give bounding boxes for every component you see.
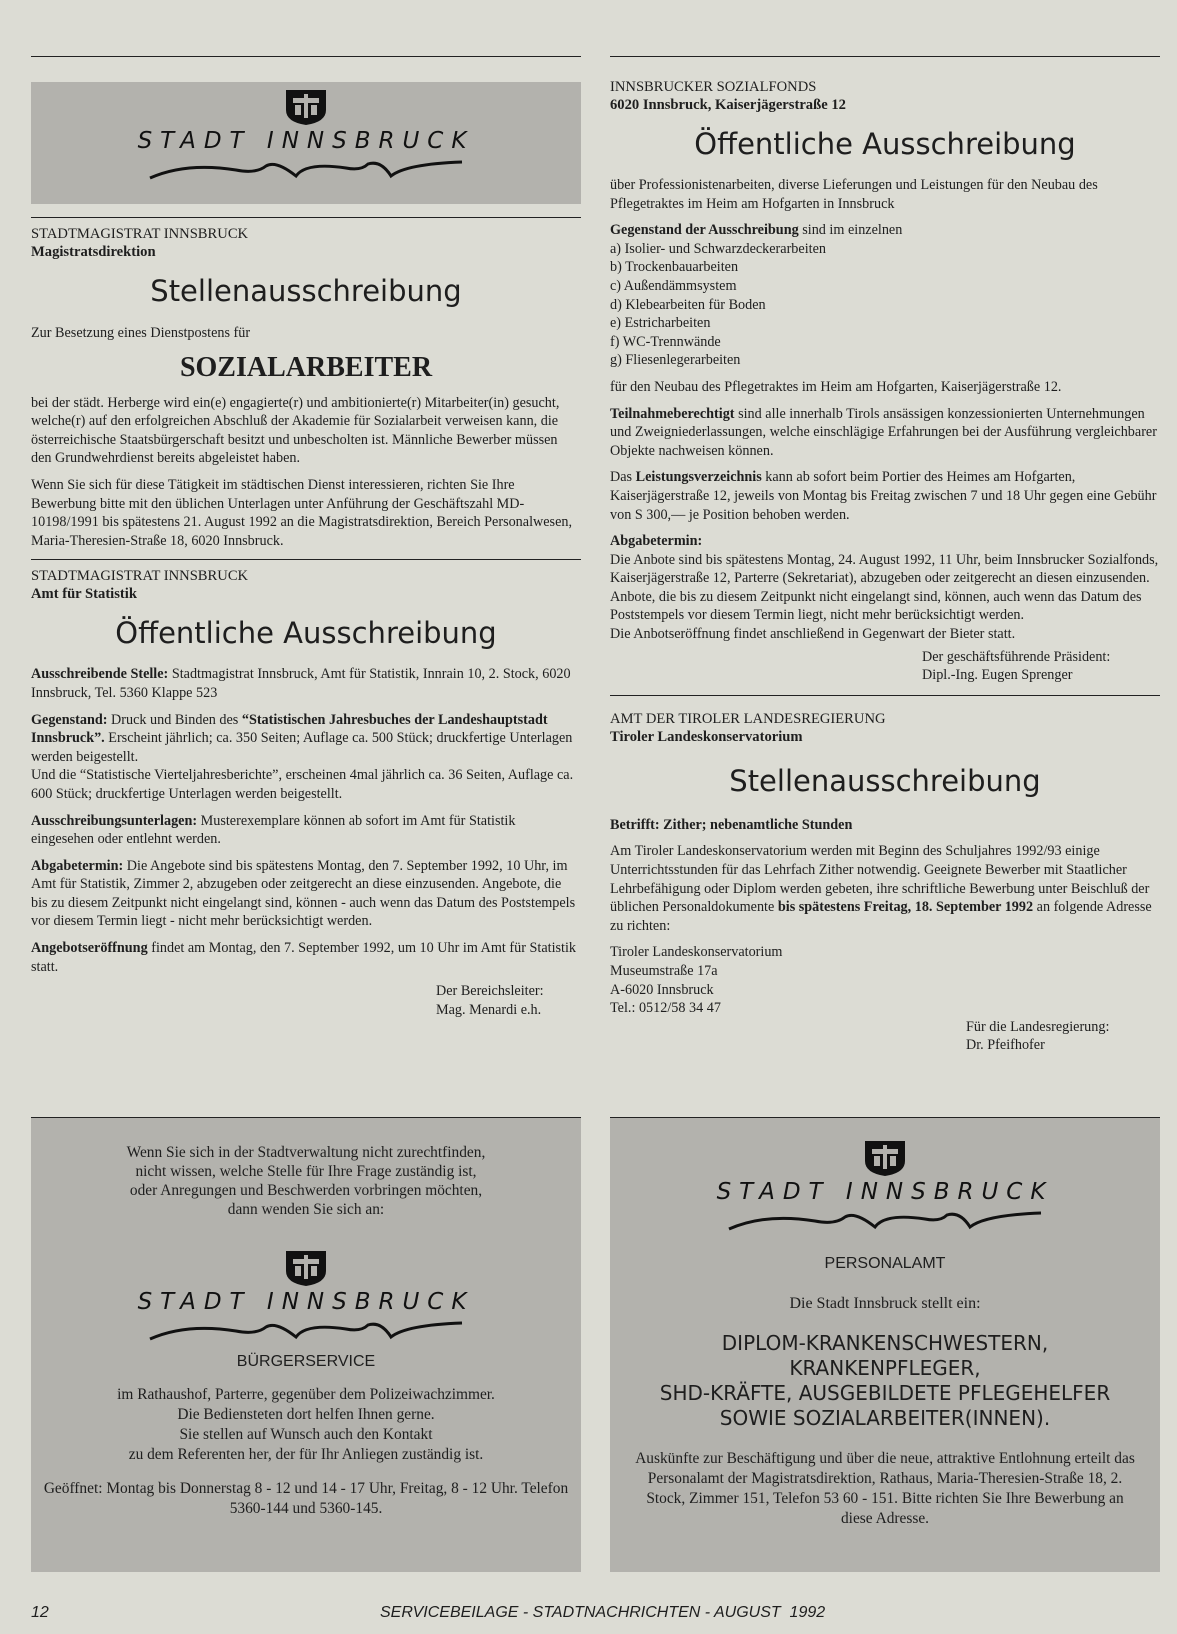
intro-line: Wenn Sie sich in der Stadtverwaltung nicht zurechtfinden, <box>126 1144 486 1161</box>
list-item: a) Isolier- und Schwarzdeckerarbeiten <box>610 240 826 257</box>
section-rule <box>31 217 581 218</box>
tender-subject <box>31 711 581 767</box>
left-column <box>31 56 581 1019</box>
tender-heading: Öffentliche Ausschreibung <box>694 127 1076 161</box>
tender-items-label: Gegenstand der Ausschreibung <box>610 222 799 239</box>
tender-subject-bold: “Statistischen Jahresbuches der Landeshauptstadt Innsbruck”. <box>31 711 548 747</box>
address-line: Tel.: 0512/58 34 47 <box>610 1000 721 1017</box>
tender-specification-label: Leistungsverzeichnis <box>635 469 762 486</box>
tender-items-intro <box>610 221 1160 240</box>
ad-paragraph-1 <box>610 842 1160 935</box>
signature-name: Mag. Menardi e.h. <box>436 1001 542 1018</box>
section-rule <box>31 559 581 560</box>
list-item: c) Außendämmsystem <box>610 277 737 294</box>
ad-header <box>610 710 1160 746</box>
tender-address: 6020 Innsbruck, Kaiserjägerstraße 12 <box>610 97 846 113</box>
tender-dept: Amt für Statistik <box>31 586 137 603</box>
tender-org: INNSBRUCKER SOZIALFONDS <box>610 79 817 95</box>
tender-issuer <box>31 665 581 702</box>
ad-dept: Tiroler Landeskonservatorium <box>610 728 803 745</box>
tender-after-items: für den Neubau des Pflegetraktes im Heim am Hofgarten, Kaiserjägerstraße 12. <box>610 378 1062 395</box>
bridge-swash-icon <box>725 1207 1045 1233</box>
city-crest-icon <box>284 1249 328 1287</box>
tender-participation-text: sind alle innerhalb Tirols ansässigen konzessionierten Unternehmungen und Zweigniederlassungen, welche einschlägige Erfahrungen bei der Ausführung vergleichbarer Objekte nachweisen können. <box>610 405 1157 459</box>
tender-items-suffix: sind im einzelnen <box>798 222 903 239</box>
signature-name: Dipl.-Ing. Eugen Sprenger <box>922 667 1073 684</box>
city-logo-title: STADT INNSBRUCK <box>137 1289 475 1315</box>
position-line: DIPLOM-KRANKENSCHWESTERN, <box>721 1331 1049 1355</box>
ad-subject-text: Betrifft: Zither; nebenamtliche Stunden <box>610 816 853 833</box>
tender-header <box>610 78 1160 114</box>
box-rule <box>31 1117 581 1118</box>
ad-heading: Stellenausschreibung <box>150 274 462 308</box>
ad-header <box>31 225 581 261</box>
list-item: b) Trockenbauarbeiten <box>610 259 739 276</box>
personalamt-box <box>610 1117 1160 1572</box>
city-logo <box>610 1139 1160 1233</box>
tender-specification <box>610 468 1160 524</box>
ad-signature <box>966 1018 1160 1055</box>
job-ad-zither <box>610 710 1160 1055</box>
city-crest-icon <box>284 88 328 126</box>
ad-paragraph-2: Wenn Sie sich für diese Tätigkeit im städtischen Dienst interessieren, richten Sie Ihre Bewerbung bitte mit den üblichen Unterlagen unter Anführung der Geschäftszahl MD-10198/1991 bis spätestens 21. August 1992 an die Magistratsdirektion, Bereich Personalwesen, Maria-Theresien-Straße 18, 6020 Innsbruck. <box>31 476 573 549</box>
intro-line: oder Anregungen und Beschwerden vorbringen möchten, <box>129 1182 483 1199</box>
city-logo-title: STADT INNSBRUCK <box>137 128 475 154</box>
signature-title: Der geschäftsführende Präsident: <box>922 648 1111 665</box>
ad-org: AMT DER TIROLER LANDESREGIERUNG <box>610 710 886 727</box>
bridge-swash-icon <box>146 1317 466 1343</box>
top-rule <box>610 56 1160 57</box>
tender-participation-label: Teilnahmeberechtigt <box>610 405 735 422</box>
footer-title: SERVICEBEILAGE - STADTNACHRICHTEN - AUGUST 1992 <box>380 1604 826 1621</box>
service-hours: Geöffnet: Montag bis Donnerstag 8 - 12 und 14 - 17 Uhr, Freitag, 8 - 12 Uhr. Telefon 5360-144 und 5360-145. <box>43 1480 569 1517</box>
ad-paragraph-text-2: an folgende Adresse zu richten: <box>610 899 1152 934</box>
positions-list <box>610 1331 1160 1431</box>
ad-org: STADTMAGISTRAT INNSBRUCK <box>31 226 249 242</box>
list-item: g) Fliesenlegerarbeiten <box>610 352 741 369</box>
position-line: SHD-KRÄFTE, AUSGEBILDETE PFLEGEHELFER <box>659 1381 1111 1405</box>
right-column <box>610 56 1160 1055</box>
tender-documents-label: Ausschreibungsunterlagen: <box>31 812 198 829</box>
box-intro: Die Stadt Innsbruck stellt ein: <box>789 1295 981 1312</box>
list-item: e) Estricharbeiten <box>610 315 711 332</box>
ad-address <box>610 943 1160 1017</box>
tender-heading: Öffentliche Ausschreibung <box>115 616 497 651</box>
tender-documents-text: Musterexemplare können ab sofort im Amt für Statistik eingesehen oder entlehnt werden. <box>31 812 516 848</box>
tender-subject-text-2: Erscheint jährlich; ca. 350 Seiten; Auflage ca. 500 Stück; druckfertige Unterlagen werden beigestellt. <box>31 730 573 765</box>
signature-name: Dr. Pfeifhofer <box>966 1037 1045 1054</box>
address-line: Tiroler Landeskonservatorium <box>610 944 783 961</box>
box-info: Auskünfte zur Beschäftigung und über die neue, attraktive Entlohnung erteilt das Personalamt der Magistratsdirektion, Rathaus, Maria-Theresien-Straße 18, 2. Stock, Zimmer 151, Telefon 53 60 - 151. Bitte richten Sie Ihre Bewerbung an diese Adresse. <box>635 1450 1135 1527</box>
department-title: PERSONALAMT <box>824 1255 946 1272</box>
city-logo <box>31 1249 581 1343</box>
location-line: im Rathaushof, Parterre, gegenüber dem Polizeiwachzimmer. <box>117 1386 495 1403</box>
tender-sozialfonds <box>610 78 1160 685</box>
tender-deadline <box>31 857 581 931</box>
tender-deadline-label <box>610 532 1160 551</box>
bridge-swash-icon <box>146 156 466 182</box>
section-rule <box>610 695 1160 696</box>
ad-deadline-bold: bis spätestens Freitag, 18. September 1992 <box>777 899 1034 916</box>
intro-line: nicht wissen, welche Stelle für Ihre Frage zuständig ist, <box>135 1163 477 1180</box>
tender-issuer-text: Stadtmagistrat Innsbruck, Amt für Statistik, Innrain 10, 2. Stock, 6020 Innsbruck, Tel. 5360 Klappe 523 <box>31 666 571 701</box>
city-logo <box>31 82 581 182</box>
page-number: 12 <box>31 1604 49 1621</box>
signature-title: Der Bereichsleiter: <box>436 983 544 1000</box>
tender-deadline-heading: Abgabetermin: <box>610 533 703 550</box>
tender-deadline-text: Die Angebote sind bis spätestens Montag, den 7. September 1992, 10 Uhr, im Amt für Statistik, Zimmer 2, abzugeben oder zeitgerecht an diese einzusenden. Angebote, die bis zu diesem Zeitpunkt nicht eingelangt sind, können - auch wenn das Datum des Poststempels vor diesem Termin liegt - nicht mehr berücksichtigt werden. <box>31 857 576 930</box>
ad-paragraph-1: bei der städt. Herberge wird ein(e) engagierte(r) und ambitionierte(r) Mitarbeiter(in) gesucht, welche(r) auf den erfolgreichen Abschluß der Akademie für Sozialarbeit verweisen kann, die österreichische Staatsbürgerschaft besitzt und unbescholten ist. Männliche Bewerber müssen den Grundwehrdienst bereits abgeleistet haben. <box>31 394 560 467</box>
ad-subject <box>610 816 1160 835</box>
tender-subject-label: Gegenstand: <box>31 711 108 728</box>
top-rule <box>31 56 581 57</box>
tender-subject-line-2: Und die “Statistische Vierteljahresberichte”, erscheinen 4mal jährlich ca. 36 Seiten, Auflage ca. 600 Stück; druckfertige Unterlagen werden beigestellt. <box>31 767 574 802</box>
city-logo-banner <box>31 82 581 204</box>
tender-signature <box>922 648 1160 685</box>
tender-subject-text: Druck und Binden des <box>107 711 242 728</box>
tender-opening: Die Anbotseröffnung findet anschließend in Gegenwart der Bieter statt. <box>610 626 1016 643</box>
tender-intro: über Professionistenarbeiten, diverse Lieferungen und Leistungen für den Neubau des Pflegetraktes im Heim am Hofgarten in Innsbruck <box>610 177 1098 212</box>
box-rule <box>610 1117 1160 1118</box>
job-ad-sozialarbeiter <box>31 225 581 550</box>
tender-opening-text: findet am Montag, den 7. September 1992, um 10 Uhr im Amt für Statistik statt. <box>31 940 577 975</box>
tender-opening <box>31 939 581 976</box>
location-line: Die Bediensteten dort helfen Ihnen gerne. <box>177 1406 435 1423</box>
tender-specification-text-2: kann ab sofort beim Portier des Heimes am Hofgarten, Kaiserjägerstraße 12, jeweils von Montag bis Freitag zwischen 7 und 18 Uhr gegen eine Gebühr von S 300,— je Position behoben werden. <box>610 469 1157 523</box>
buergerservice-box <box>31 1117 581 1572</box>
tender-items-list <box>610 240 1160 370</box>
tender-deadline-label: Abgabetermin: <box>31 857 124 874</box>
ad-position-title: SOZIALARBEITER <box>179 351 433 383</box>
location-line: zu dem Referenten her, der für Ihr Anliegen zuständig ist. <box>128 1446 484 1463</box>
box-intro <box>31 1143 581 1219</box>
city-logo-title: STADT INNSBRUCK <box>716 1179 1054 1205</box>
signature-title: Für die Landesregierung: <box>966 1018 1110 1035</box>
ad-intro: Zur Besetzung eines Dienstpostens für <box>31 325 251 341</box>
position-line: KRANKENPFLEGER, <box>789 1356 981 1380</box>
tender-org: STADTMAGISTRAT INNSBRUCK <box>31 568 249 585</box>
service-title: BÜRGERSERVICE <box>236 1353 376 1370</box>
tender-opening-label: Angebotseröffnung <box>31 940 148 957</box>
list-item: f) WC-Trennwände <box>610 333 721 350</box>
position-line: SOWIE SOZIALARBEITER(INNEN). <box>719 1406 1051 1430</box>
tender-deadline-text: Die Anbote sind bis spätestens Montag, 24. August 1992, 11 Uhr, beim Innsbrucker Sozialfonds, Kaiserjägerstraße 12, Parterre (Sekretariat), abzugeben oder zeitgerecht an diesen einzusenden. Anbote, die bis zu diesem Zeitpunkt nicht eingelangt sind, können, auch wenn das Datum des Poststempels vor diesem Termin liegt, nicht mehr berücksichtigt werden. <box>610 551 1159 624</box>
address-line: Museumstraße 17a <box>610 963 718 979</box>
tender-documents <box>31 812 581 849</box>
ad-dept: Magistratsdirektion <box>31 244 156 260</box>
service-location <box>31 1385 581 1465</box>
address-line: A-6020 Innsbruck <box>610 981 714 998</box>
tender-header <box>31 567 581 603</box>
ad-heading: Stellenausschreibung <box>729 763 1041 798</box>
tender-specification-text: Das <box>610 469 636 486</box>
ad-paragraph-text: Am Tiroler Landeskonservatorium werden mit Beginn des Schuljahres 1992/93 einige Unterrichtsstunden für das Lehrfach Zither notwendig. Geeignete Bewerber mit Staatlicher Lehrbefähigung oder Diplom werden gebeten, ihre schriftliche Bewerbung unter Beischluß der üblichen Personaldokumente <box>610 843 1150 916</box>
city-crest-icon <box>863 1139 907 1177</box>
tender-statistik <box>31 567 581 1019</box>
tender-issuer-label: Ausschreibende Stelle: <box>31 666 169 683</box>
intro-line: dann wenden Sie sich an: <box>227 1201 385 1218</box>
tender-participation <box>610 405 1160 461</box>
list-item: d) Klebearbeiten für Boden <box>610 296 766 313</box>
tender-signature <box>436 982 581 1019</box>
location-line: Sie stellen auf Wunsch auch den Kontakt <box>179 1426 433 1443</box>
